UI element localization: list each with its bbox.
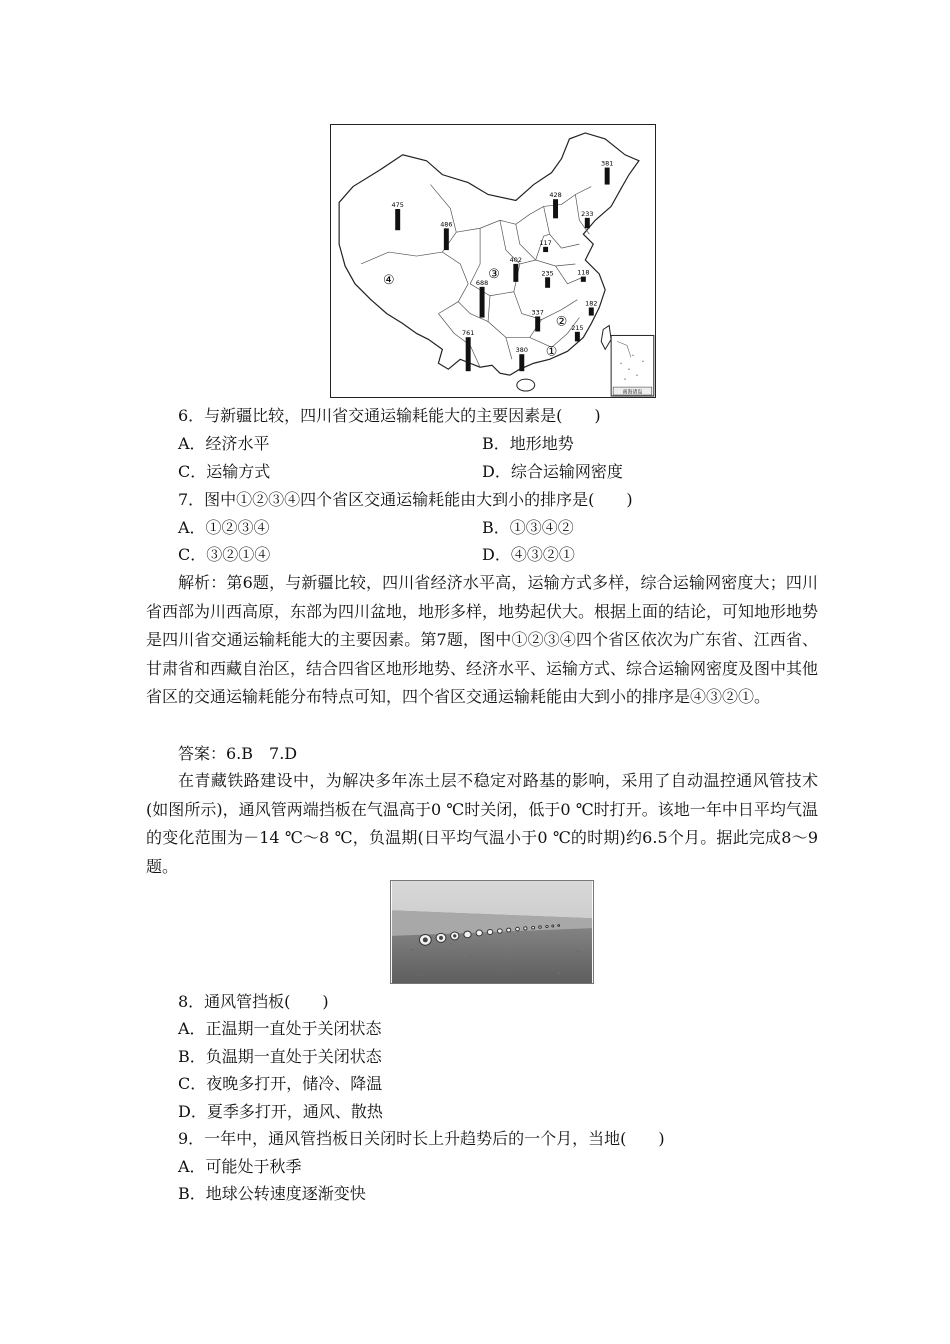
- q9-option-b: B．地球公转速度逐渐变快: [178, 1184, 366, 1203]
- q9-stem: 9．一年中，通风管挡板日关闭时长上升趋势后的一个月，当地( ): [178, 1129, 665, 1148]
- q8-option-b: B．负温期一直处于关闭状态: [178, 1047, 382, 1066]
- intro-paragraph: 在青藏铁路建设中，为解决多年冻土层不稳定对路基的影响，采用了自动温控通风管技术(如图所示)，通风管两端挡板在气温高于0 ℃时关闭，低于0 ℃时打开。该地一年中日平均气温的变化范围为－14 ℃～8 ℃，负温期(日平均气温小于0 ℃的时期)约6.5个月。据此完成8～9题。: [146, 771, 818, 876]
- map-bar-label: 337: [531, 308, 544, 317]
- analysis-paragraph: 解析：第6题，与新疆比较，四川省经济水平高，运输方式多样，综合运输网密度大；四川省西部为川西高原，东部为四川盆地，地形多样，地势起伏大。根据上面的结论，可知地形地势是四川省交通运输耗能大的主要因素。第7题，图中①②③④四个省区依次为广东省、江西省、甘肃省和西藏自治区，结合四省区地形地势、经济水平、运输方式、综合运输网密度及图中其他省区的交通运输耗能分布特点可知，四个省区交通运输耗能由大到小的排序是④③②①。: [146, 573, 819, 706]
- q8-option-c: C．夜晚多打开，储冷、降温: [178, 1074, 383, 1093]
- q7-stem: 7．图中①②③④四个省区交通运输耗能由大到小的排序是( ): [178, 490, 633, 509]
- q9-option-a: A．可能处于秋季: [178, 1157, 302, 1176]
- map-bar: [466, 337, 471, 371]
- map-bar: [513, 264, 518, 282]
- map-bar-label: 402: [509, 255, 522, 264]
- q6-option-d: D．综合运输网密度: [482, 462, 623, 481]
- answer-line: 答案：6.B 7.D: [178, 744, 298, 763]
- q6-option-c: C．运输方式: [178, 462, 271, 481]
- map-bar-label: 688: [475, 278, 489, 287]
- q8-option-a: A．正温期一直处于关闭状态: [178, 1019, 382, 1038]
- map-bar-label: 486: [440, 220, 453, 229]
- map-bar: [605, 168, 610, 185]
- map-bar: [480, 287, 485, 318]
- marker-2: ②: [555, 314, 568, 330]
- map-bar: [585, 218, 590, 228]
- q7-option-b: B．①③④②: [482, 518, 574, 537]
- map-bar: [553, 199, 558, 218]
- ventilation-pipe-photo: [390, 880, 594, 984]
- q7-option-a: A．①②③④: [178, 518, 270, 537]
- q8-stem: 8．通风管挡板( ): [178, 992, 329, 1011]
- map-bar: [444, 228, 449, 250]
- taiwan-island: [601, 326, 611, 350]
- q6-option-b: B．地形地势: [482, 434, 574, 453]
- map-bar: [575, 332, 580, 342]
- map-bar: [545, 277, 550, 287]
- marker-3: ③: [488, 266, 500, 282]
- marker-1: ①: [545, 344, 558, 360]
- map-bar: [535, 316, 540, 331]
- map-bar-label: 118: [577, 268, 590, 277]
- map-bar-label: 380: [515, 346, 528, 355]
- map-bar-label: 475: [391, 201, 404, 210]
- map-bar: [589, 307, 594, 315]
- map-bar: [581, 277, 586, 282]
- q7-option-c: C．③②①④: [178, 545, 271, 564]
- q6-stem: 6．与新疆比较，四川省交通运输耗能大的主要因素是( ): [178, 406, 601, 425]
- marker-4: ④: [382, 272, 395, 288]
- map-bar: [395, 209, 400, 230]
- inset-label: 南海诸岛: [622, 389, 643, 396]
- map-bar-label: 428: [549, 191, 562, 200]
- q7-option-d: D．④③②①: [482, 545, 575, 564]
- map-bar: [543, 247, 548, 252]
- map-bar-label: 215: [571, 323, 584, 332]
- map-bar-label: 761: [462, 329, 475, 338]
- map-bar-label: 117: [539, 238, 552, 247]
- map-bar-label: 233: [581, 209, 594, 218]
- map-bar-label: 235: [541, 269, 554, 278]
- china-energy-map: [330, 124, 656, 398]
- q8-option-d: D．夏季多打开，通风、散热: [178, 1102, 383, 1121]
- south-china-sea-inset: [611, 335, 654, 396]
- q6-option-a: A．经济水平: [178, 434, 270, 453]
- map-bar-label: 381: [601, 159, 614, 168]
- hainan-island: [517, 379, 535, 391]
- map-bar: [519, 354, 524, 371]
- map-bar-label: 182: [585, 299, 598, 308]
